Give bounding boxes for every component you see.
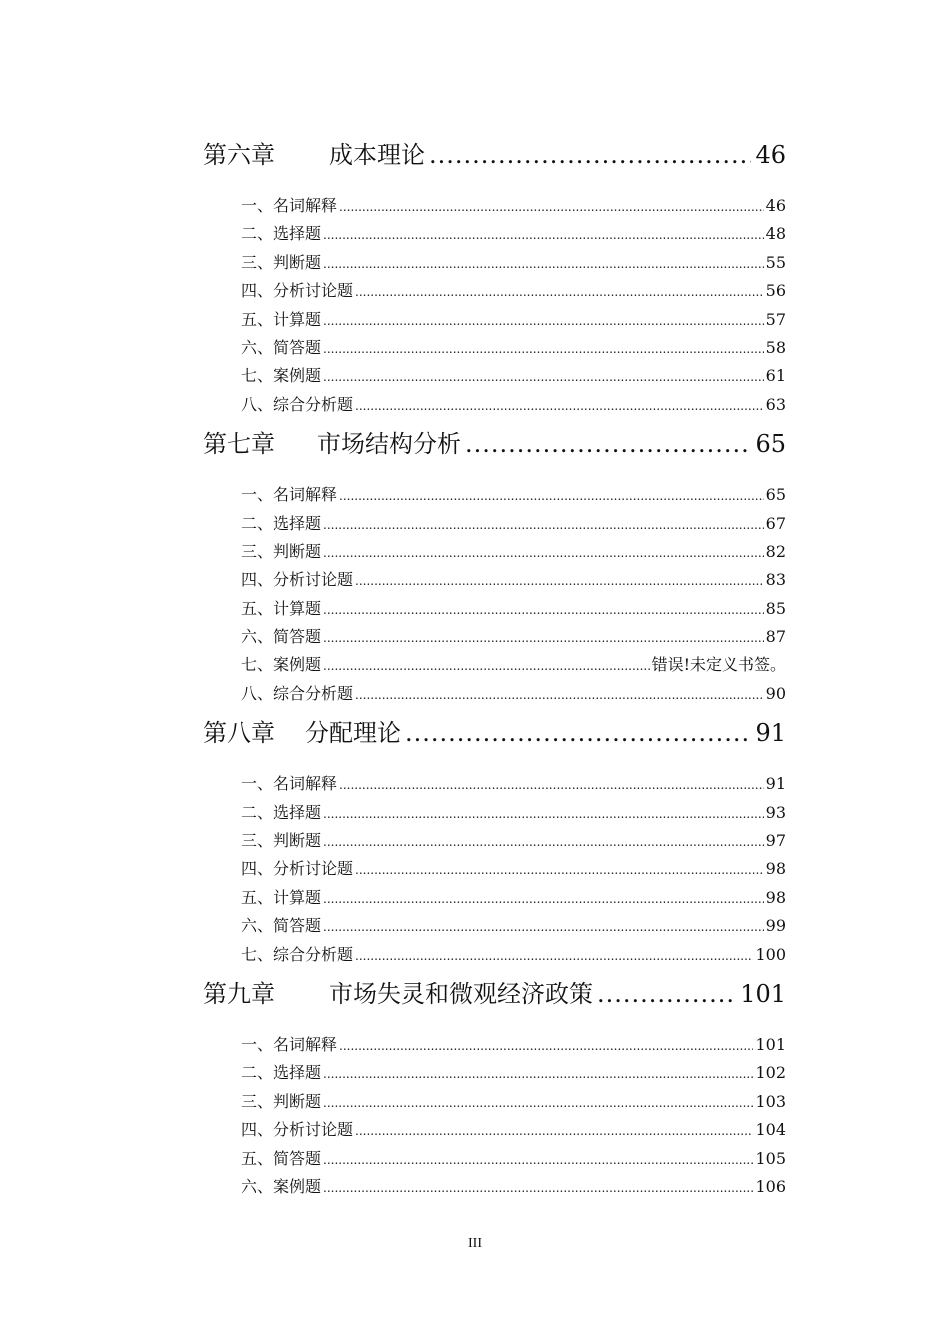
section-page-number: 83 xyxy=(765,570,786,590)
section-title: 二、选择题 xyxy=(241,1063,322,1083)
chapter-entry[interactable] xyxy=(203,130,786,180)
section-entry[interactable] xyxy=(241,538,786,566)
dot-leader xyxy=(323,595,764,624)
chapter-entry[interactable] xyxy=(203,969,786,1019)
section-title: 七、案例题 xyxy=(241,655,322,675)
section-page-number: 87 xyxy=(765,627,786,647)
section-entry[interactable] xyxy=(241,391,786,419)
dot-leader xyxy=(405,708,751,758)
section-entry[interactable] xyxy=(241,306,786,334)
dot-leader xyxy=(323,249,764,278)
section-page-number: 55 xyxy=(765,252,786,272)
section-entry[interactable] xyxy=(241,1088,786,1116)
section-entry[interactable] xyxy=(241,855,786,883)
section-title: 一、名词解释 xyxy=(241,774,338,794)
section-page-number: 106 xyxy=(755,1176,786,1196)
section-entry[interactable] xyxy=(241,884,786,912)
section-page-number: 100 xyxy=(755,944,786,964)
section-page-number: 67 xyxy=(765,513,786,533)
section-entry[interactable] xyxy=(241,1145,786,1173)
dot-leader xyxy=(355,566,764,595)
section-page-number: 91 xyxy=(765,774,786,794)
section-title: 五、计算题 xyxy=(241,598,322,618)
dot-leader xyxy=(355,680,764,709)
dot-leader xyxy=(323,1088,753,1117)
dot-leader xyxy=(355,855,764,884)
section-page-number: 103 xyxy=(755,1091,786,1111)
section-entry[interactable] xyxy=(241,912,786,940)
chapter-page-number: 65 xyxy=(755,430,786,459)
section-title: 七、综合分析题 xyxy=(241,944,354,964)
section-page-number: 105 xyxy=(755,1148,786,1168)
section-list xyxy=(203,770,786,969)
section-title: 二、选择题 xyxy=(241,802,322,822)
section-list xyxy=(203,192,786,419)
section-title: 五、计算题 xyxy=(241,309,322,329)
chapter-number: 第九章 xyxy=(203,979,275,1008)
section-title: 八、综合分析题 xyxy=(241,394,354,414)
section-title: 六、简答题 xyxy=(241,916,322,936)
section-page-number: 99 xyxy=(765,916,786,936)
dot-leader xyxy=(355,277,764,306)
section-entry[interactable] xyxy=(241,941,786,969)
section-page-number: 104 xyxy=(755,1120,786,1140)
section-title: 六、简答题 xyxy=(241,337,322,357)
chapter-title: 分配理论 xyxy=(305,719,401,748)
section-entry[interactable] xyxy=(241,481,786,509)
dot-leader xyxy=(355,391,764,420)
dot-leader xyxy=(323,651,650,680)
section-page-number: 82 xyxy=(765,541,786,561)
dot-leader xyxy=(323,623,764,652)
dot-leader xyxy=(597,969,736,1019)
section-entry[interactable] xyxy=(241,1173,786,1201)
dot-leader xyxy=(465,419,751,469)
section-entry[interactable] xyxy=(241,623,786,651)
section-entry[interactable] xyxy=(241,334,786,362)
section-entry[interactable] xyxy=(241,1059,786,1087)
section-page-number: 101 xyxy=(755,1034,786,1054)
section-title: 五、简答题 xyxy=(241,1148,322,1168)
chapter-title: 市场失灵和微观经济政策 xyxy=(329,979,593,1008)
chapter-page-number: 46 xyxy=(755,141,786,169)
dot-leader xyxy=(355,941,753,970)
page-number: III xyxy=(468,1236,482,1251)
section-title: 三、判断题 xyxy=(241,1091,322,1111)
section-title: 六、案例题 xyxy=(241,1176,322,1196)
section-entry[interactable] xyxy=(241,277,786,305)
section-entry[interactable] xyxy=(241,510,786,538)
section-entry[interactable] xyxy=(241,1031,786,1059)
section-page-number: 57 xyxy=(765,309,786,329)
section-entry[interactable] xyxy=(241,566,786,594)
chapter-number: 第六章 xyxy=(203,141,275,169)
section-title: 一、名词解释 xyxy=(241,485,338,505)
section-entry[interactable] xyxy=(241,827,786,855)
section-entry[interactable] xyxy=(241,770,786,798)
section-page-number: 98 xyxy=(765,887,786,907)
dot-leader xyxy=(323,1145,753,1174)
dot-leader xyxy=(323,799,764,828)
chapter-page-number: 101 xyxy=(740,979,786,1008)
dot-leader xyxy=(323,884,764,913)
section-page-number: 56 xyxy=(765,281,786,301)
table-of-contents xyxy=(203,130,786,1201)
section-page-number: 97 xyxy=(765,831,786,851)
section-page-number: 98 xyxy=(765,859,786,879)
section-title: 一、名词解释 xyxy=(241,196,338,215)
section-page-number: 48 xyxy=(765,224,786,244)
chapter-page-number: 91 xyxy=(755,719,786,748)
section-entry[interactable] xyxy=(241,799,786,827)
section-entry[interactable] xyxy=(241,220,786,248)
section-title: 二、选择题 xyxy=(241,224,322,244)
dot-leader xyxy=(323,538,764,567)
section-title: 四、分析讨论题 xyxy=(241,281,354,301)
section-entry[interactable] xyxy=(241,362,786,390)
section-title: 四、分析讨论题 xyxy=(241,1120,354,1140)
section-page-number: 85 xyxy=(765,598,786,618)
dot-leader xyxy=(323,1059,753,1088)
chapter-title: 成本理论 xyxy=(329,141,425,169)
dot-leader xyxy=(323,912,764,941)
dot-leader xyxy=(323,220,764,249)
section-page-number: 65 xyxy=(765,485,786,505)
dot-leader xyxy=(323,334,764,363)
section-entry[interactable] xyxy=(241,249,786,277)
section-entry[interactable] xyxy=(241,595,786,623)
section-title: 三、判断题 xyxy=(241,541,322,561)
section-title: 八、综合分析题 xyxy=(241,683,354,703)
dot-leader xyxy=(323,306,764,335)
section-entry[interactable] xyxy=(241,651,786,679)
section-entry[interactable] xyxy=(241,1116,786,1144)
section-page-number: 63 xyxy=(765,394,786,414)
section-title: 五、计算题 xyxy=(241,887,322,907)
section-list xyxy=(203,1031,786,1201)
dot-leader xyxy=(339,481,764,510)
section-title: 四、分析讨论题 xyxy=(241,859,354,879)
dot-leader xyxy=(339,770,764,799)
section-entry[interactable] xyxy=(241,192,786,220)
section-page-number: 93 xyxy=(765,802,786,822)
chapter-entry[interactable] xyxy=(203,708,786,758)
section-title: 一、名词解释 xyxy=(241,1034,338,1054)
chapter-title: 市场结构分析 xyxy=(317,430,461,459)
chapter-entry[interactable] xyxy=(203,419,786,469)
dot-leader xyxy=(339,1031,753,1060)
section-title: 六、简答题 xyxy=(241,627,322,647)
section-page-number: 102 xyxy=(755,1063,786,1083)
section-page-number: 46 xyxy=(765,196,786,215)
section-list xyxy=(203,481,786,708)
chapter-number: 第八章 xyxy=(203,719,275,748)
section-title: 七、案例题 xyxy=(241,366,322,386)
dot-leader xyxy=(429,130,751,180)
section-title: 三、判断题 xyxy=(241,252,322,272)
section-page-number: 错误!未定义书签。 xyxy=(651,655,786,675)
section-entry[interactable] xyxy=(241,680,786,708)
section-title: 四、分析讨论题 xyxy=(241,570,354,590)
dot-leader xyxy=(323,1173,753,1202)
section-title: 二、选择题 xyxy=(241,513,322,533)
section-page-number: 90 xyxy=(765,683,786,703)
dot-leader xyxy=(355,1116,753,1145)
dot-leader xyxy=(339,192,764,221)
dot-leader xyxy=(323,827,764,856)
section-page-number: 61 xyxy=(765,366,786,386)
chapter-number: 第七章 xyxy=(203,430,275,459)
section-page-number: 58 xyxy=(765,337,786,357)
section-title: 三、判断题 xyxy=(241,831,322,851)
dot-leader xyxy=(323,362,764,391)
dot-leader xyxy=(323,510,764,539)
